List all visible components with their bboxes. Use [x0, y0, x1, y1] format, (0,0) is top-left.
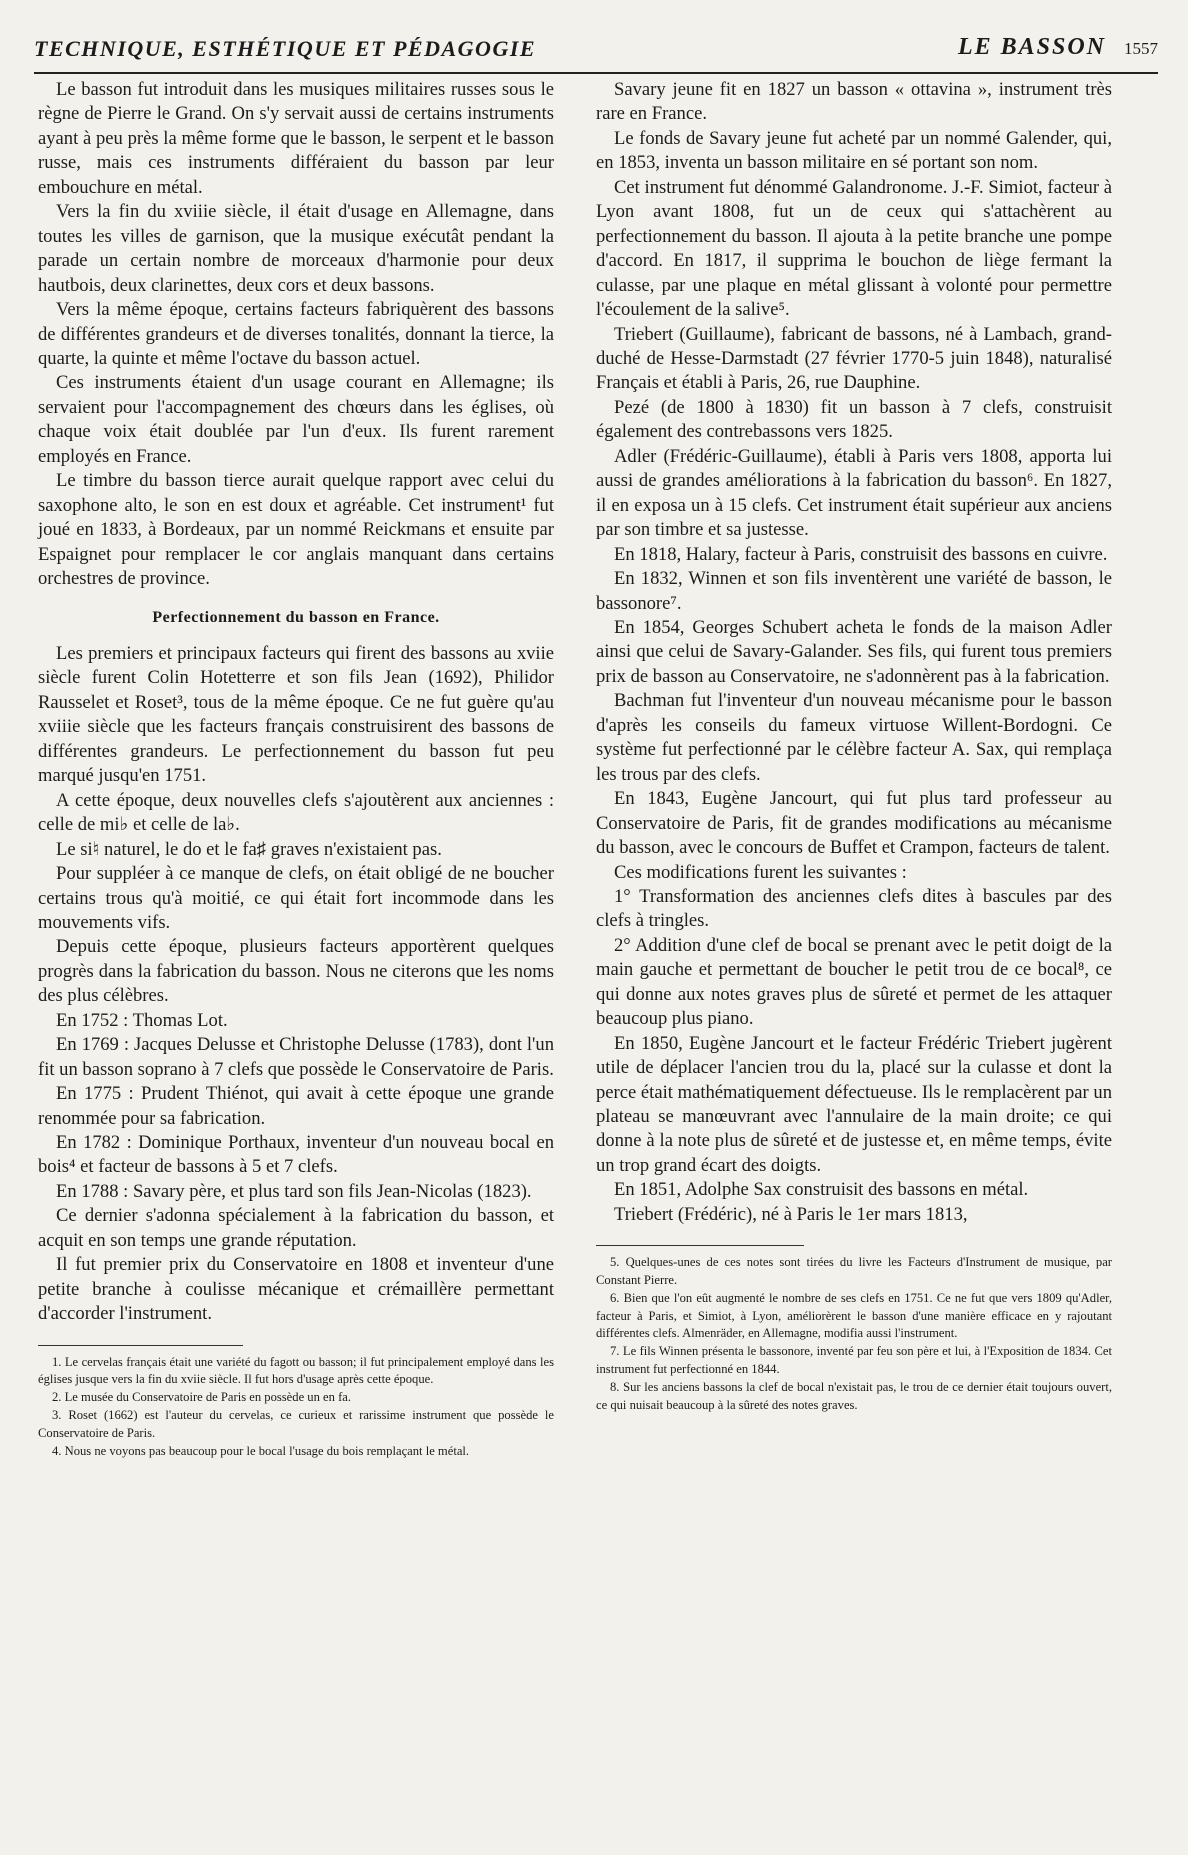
footnotes-left — [38, 1354, 554, 1461]
footnote: 5. Quelques-unes de ces notes sont tirées du livre les Facteurs d'Instrument de musique, par Constant Pierre. — [596, 1255, 1112, 1288]
paragraph: Savary jeune fit en 1827 un basson « ottavina », instrument très rare en France. — [596, 79, 1112, 125]
paragraph: Triebert (Frédéric), né à Paris le 1er mars 1813, — [614, 1203, 968, 1225]
paragraph: Le si♮ naturel, le do et le fa♯ graves n'existaient pas. — [56, 838, 442, 860]
paragraph: Ces instruments étaient d'un usage courant en Allemagne; ils servaient pour l'accompagnement des chœurs dans les églises, où chaque voix était doublée par l'un d'eux. Ils furent rarement employés en France. — [38, 372, 554, 467]
paragraph: Pour suppléer à ce manque de clefs, on était obligé de ne boucher certains trous qu'à moitié, ce qui était fort incommode dans les mouvements vifs. — [38, 863, 554, 933]
paragraph: Bachman fut l'inventeur d'un nouveau mécanisme pour le basson d'après les conseils du fameux virtuose Willent-Bordogni. Ce système fut perfectionné par le célèbre facteur A. Sax, qui remplaça les trous par des clefs. — [596, 690, 1112, 785]
paragraph: En 1850, Eugène Jancourt et le facteur Frédéric Triebert jugèrent utile de déplacer l'ancien trou du la, placé sur la culasse et dont la perce était mathématiquement défectueuse. Ils le remplacèrent par un plateau se manœuvrant avec l'annulaire de la main droite; ce qui donne à la note plus de sûreté et de justesse et, en même temps, évite un trop grand écart des doigts. — [596, 1032, 1112, 1176]
right-column — [596, 78, 1112, 1414]
left-column — [38, 78, 554, 1460]
paragraph: 2° Addition d'une clef de bocal se prenant avec le petit doigt de la main gauche et permettant de boucher le petit trou de ce bocal⁸, ce qui donne aux notes graves plus de sûreté et permet de les attaquer beaucoup plus piano. — [596, 934, 1112, 1030]
header-rule — [34, 72, 1158, 74]
paragraph: En 1818, Halary, facteur à Paris, construisit des bassons en cuivre. — [614, 543, 1108, 565]
paragraph: En 1769 : Jacques Delusse et Christophe Delusse (1783), dont l'un fit un basson soprano à 7 clefs que possède le Conservatoire de Paris. — [38, 1034, 554, 1080]
paragraph: 1° Transformation des anciennes clefs dites à bascules par des clefs à tringles. — [596, 885, 1112, 932]
footnote-rule — [596, 1245, 804, 1246]
paragraph: Vers la fin du xviiie siècle, il était d'usage en Allemagne, dans toutes les villes de garnison, que la musique exécutât pendant la parade un certain nombre de morceaux d'harmonie pour deux hautbois, deux clarinettes, deux cors et deux bassons. — [38, 201, 554, 296]
paragraph: En 1843, Eugène Jancourt, qui fut plus tard professeur au Conservatoire de Paris, fit de grandes modifications au mécanisme du basson, avec le concours de Buffet et Crampon, facteurs de talent. — [596, 788, 1112, 859]
paragraph: Adler (Frédéric-Guillaume), établi à Paris vers 1808, apporta lui aussi de grandes améliorations à la fabrication du basson⁶. En 1827, il en exposa un à 15 clefs. Cet instrument était supérieur aux anciens par son timbre et sa justesse. — [596, 445, 1112, 541]
paragraph: Le timbre du basson tierce aurait quelque rapport avec celui du saxophone alto, le son en est doux et agréable. Cet instrument¹ fut joué en 1833, à Bordeaux, par un nommé Reickmans et ensuite par Espaignet pour remplacer le cor anglais manquant dans certains orchestres de province. — [38, 470, 554, 590]
paragraph: Depuis cette époque, plusieurs facteurs apportèrent quelques progrès dans la fabrication du basson. Nous ne citerons que les noms des plus célèbres. — [38, 936, 554, 1007]
page-number: 1557 — [1124, 39, 1158, 58]
footnotes-right — [596, 1254, 1112, 1414]
paragraph: Les premiers et principaux facteurs qui firent des bassons au xviie siècle furent Colin Hotetterre et son fils Jean (1692), Philidor Rausselet et Roset³, tous de la même époque. Ce ne fut guère qu'au xviiie siècle que les facteurs français construisirent des bassons de différentes grandeurs. Le perfectionnement du basson fut peu marqué jusqu'en 1751. — [38, 642, 554, 787]
paragraph: Cet instrument fut dénommé Galandronome. J.-F. Simiot, facteur à Lyon avant 1808, fut un de ceux qui s'attachèrent au perfectionnement du basson. Il ajouta à la petite branche une pompe d'accord. En 1817, il supprima le bouchon de liège fermant la culasse, par une plaque en métal glissant à volonté pour permettre l'écoulement de la salive⁵. — [596, 176, 1112, 321]
footnote: 3. Roset (1662) est l'auteur du cervelas, ce curieux et rarissime instrument que possède le Conservatoire de Paris. — [38, 1408, 554, 1440]
paragraph: En 1854, Georges Schubert acheta le fonds de la maison Adler ainsi que celui de Savary-Galander. Ses fils, qui furent tous premiers prix de basson au Conservatoire, ne s'adonnèrent pas à la fabrication. — [596, 616, 1112, 687]
paragraph: Pezé (de 1800 à 1830) fit un basson à 7 clefs, construisit également des contrebassons vers 1825. — [596, 396, 1112, 443]
paragraph: Le fonds de Savary jeune fut acheté par un nommé Galender, qui, en 1853, inventa un basson militaire en sé portant son nom. — [596, 127, 1112, 174]
article-title: LE BASSON — [957, 34, 1106, 60]
footnote: 2. Le musée du Conservatoire de Paris en possède un en fa. — [52, 1390, 352, 1405]
footnote: 7. Le fils Winnen présenta le bassonore, inventé par feu son père et lui, à l'Exposition de 1834. Cet instrument fut perfectionné en 1844. — [596, 1344, 1112, 1377]
running-title: TECHNIQUE, ESTHÉTIQUE ET PÉDAGOGIE — [34, 36, 537, 61]
paragraph: En 1851, Adolphe Sax construisit des bassons en métal. — [614, 1179, 1029, 1201]
footnote: 1. Le cervelas français était une variété du fagott ou basson; il fut principalement employé dans les églises jusque vers la fin du xviie siècle. Il fut hors d'usage après cette époque. — [38, 1354, 554, 1387]
footnote: 8. Sur les anciens bassons la clef de bocal n'existait pas, le trou de ce dernier était toujours ouvert, ce qui nuisait beaucoup à la sûreté des notes graves. — [596, 1379, 1112, 1412]
section-heading: Perfectionnement du basson en France. — [152, 608, 440, 626]
paragraph: En 1752 : Thomas Lot. — [56, 1009, 228, 1031]
paragraph: Il fut premier prix du Conservatoire en 1808 et inventeur d'une petite branche à coulisse mécanique et crémaillère permettant d'accorder l'instrument. — [38, 1254, 554, 1325]
paragraph: A cette époque, deux nouvelles clefs s'ajoutèrent aux anciennes : celle de mi♭ et celle de la♭. — [38, 789, 554, 836]
footnote-rule — [38, 1345, 243, 1346]
paragraph: En 1832, Winnen et son fils inventèrent une variété de basson, le bassonore⁷. — [596, 568, 1112, 614]
footnote: 4. Nous ne voyons pas beaucoup pour le bocal l'usage du bois remplaçant le métal. — [52, 1443, 470, 1458]
paragraph: Le basson fut introduit dans les musiques militaires russes sous le règne de Pierre le Grand. On s'y servait aussi de certains instruments ayant à peu près la même forme que le basson, le serpent et le basson russe, mais ces instruments différaient du basson par leur embouchure en métal. — [38, 79, 554, 198]
footnote: 6. Bien que l'on eût augmenté le nombre de ses clefs en 1751. Ce ne fut que vers 1809 qu'Adler, facteur à Paris, et Simiot, à Lyon, améliorèrent le basson d'une manière efficace en y rajoutant différentes clefs. Almenräder, en Allemagne, modifia aussi l'instrument. — [596, 1290, 1112, 1341]
paragraph: Ce dernier s'adonna spécialement à la fabrication du basson, et acquit en son temps une grande réputation. — [38, 1205, 554, 1251]
paragraph: En 1782 : Dominique Porthaux, inventeur d'un nouveau bocal en bois⁴ et facteur de bassons à 5 et 7 clefs. — [38, 1132, 554, 1178]
paragraph: Vers la même époque, certains facteurs fabriquèrent des bassons de différentes grandeurs et de diverses tonalités, donnant la tierce, la quarte, la quinte et même l'octave du basson actuel. — [38, 299, 554, 369]
paragraph: Ces modifications furent les suivantes : — [614, 861, 907, 883]
running-header — [34, 34, 1158, 70]
paragraph: En 1775 : Prudent Thiénot, qui avait à cette époque une grande renommée pour sa fabrication. — [38, 1083, 554, 1129]
paragraph: Triebert (Guillaume), fabricant de bassons, né à Lambach, grand-duché de Hesse-Darmstadt (27 février 1770-5 juin 1848), naturalisé Français et établi à Paris, 26, rue Dauphine. — [596, 323, 1112, 394]
header-right — [958, 34, 1158, 61]
paragraph: En 1788 : Savary père, et plus tard son fils Jean-Nicolas (1823). — [56, 1180, 532, 1202]
